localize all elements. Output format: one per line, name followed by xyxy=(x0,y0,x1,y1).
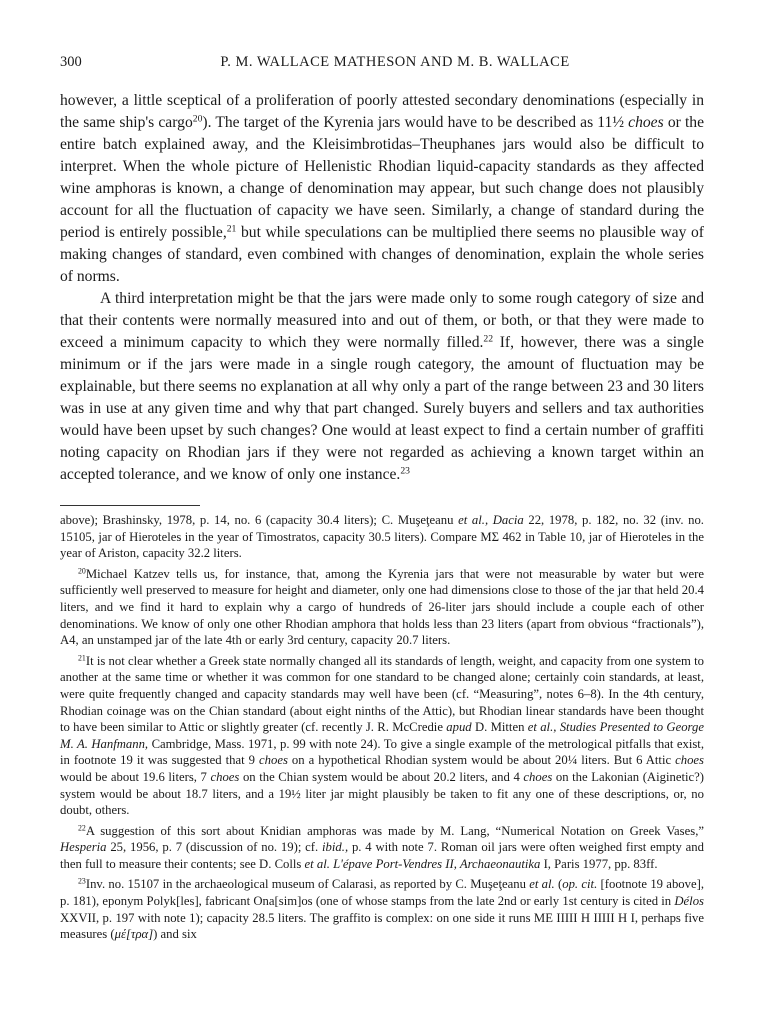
footnote-ref-20[interactable]: 20 xyxy=(192,113,203,125)
running-head: P. M. WALLACE MATHESON AND M. B. WALLACE xyxy=(220,54,570,70)
footnote-ref-22[interactable]: 22 xyxy=(483,333,494,345)
footnotes xyxy=(60,512,704,947)
footnote-21: $^{21}$It is not clear whether a Greek state normally changed all its standards of length, weight, and capacity from one system to another at the same time or whether it was common for one standard to be changed alone; certainly coin standards, at least, were quite frequently changed and capacity standards may well have been (cf. “Measuring”, notes 6–8). In the 4th century, Rhodian coinage was on the Chian standard (about eight ninths of the Attic), but Rhodian linear standards have been thought to have been similar to Attic or slightly greater (cf. recently J. R. McCredie apud D. Mitten et al., Studies Presented to George M. A. Hanfmann, Cambridge, Mass. 1971, p. 99 with note 24). To give a single example of the metrological pitfalls that exist, in footnote 19 it was suggested that 9 choes on a hypothetical Rhodian system would be about 20¼ liters. But 6 Attic choes would be about 19.6 liters, 7 choes on the Chian system would be about 20.2 liters, and 4 choes on the Lakonian (Aiginetic?) system would be about 18.7 liters, and a 19½ liter jar might plausibly be taken to fit any one of these descriptions, or, no doubt, others. xyxy=(60,653,704,818)
footnote-ref-21[interactable]: 21 xyxy=(226,223,237,235)
paragraph-1: however, a little sceptical of a proliferation of poorly attested secondary denominations (especially in the same ship's cargo$^{20}$). The target of the Kyrenia jars would have to be described as 11½ choes or the entire batch explained away, and the Kleisimbrotidas–Theuphanes jars would also be difficult to interpret. When the whole picture of Hellenistic Rhodian liquid-capacity standards as they affected wine amphoras is known, a change of denomination may appear, but such change does not plausibly account for all the fluctuation of capacity we have seen. Similarly, a change of standard during the period is entirely possible,$^{21}$ but while speculations can be multiplied there seems no plausible way of making changes of standard, even combined with changes of denomination, explain the whole series of norms. xyxy=(60,92,704,285)
footnote-number: 20 xyxy=(78,566,86,576)
main-text xyxy=(60,90,704,486)
footnote-number: 23 xyxy=(78,877,86,887)
footnote-23: $^{23}$Inv. no. 15107 in the archaeological museum of Calarasi, as reported by C. Muşeţeanu et al. (op. cit. [footnote 19 above], p. 181), eponym Polyk[les], fabricant Ona[sim]os (one of whose stamps from the late 2nd or early 1st century is cited in Délos XXVII, p. 197 with note 1); capacity 28.5 liters. The graffito is complex: on one side it runs ΜΕ ΙΙΙΙΙ Η ΙΙΙΙΙ Η Ι, perhaps five measures (μέ[τρα]) and six xyxy=(60,877,705,942)
footnote-22: $^{22}$A suggestion of this sort about Knidian amphoras was made by M. Lang, “Numerical Notation on Greek Vases,” Hesperia 25, 1956, p. 7 (discussion of no. 19); cf. ibid., p. 4 with note 7. Roman oil jars were often weighed first empty and then full to measure their contents; see D. Colls et al. L'épave Port-Vendres II, Archaeonautika I, Paris 1977, pp. 83ff. xyxy=(60,823,704,871)
page-number: 300 xyxy=(60,54,82,70)
footnote-separator xyxy=(60,505,200,506)
footnote-continued: above); Brashinsky, 1978, p. 14, no. 6 (capacity 30.4 liters); C. Muşeţeanu et al., Dacia 22, 1978, p. 182, no. 32 (inv. no. 15105, jar of Hieroteles in the year of Timostratos, capacity 30.5 liters). Compare ΜΣ 462 in Table 10, jar of Hieroteles in the year of Ariston, capacity 32.2 liters. xyxy=(60,513,704,561)
page-header xyxy=(60,54,700,74)
footnote-ref-23[interactable]: 23 xyxy=(400,465,410,477)
footnote-20: $^{20}$Michael Katzev tells us, for instance, that, among the Kyrenia jars that were not measurable by water but were sufficiently well preserved to measure for height and diameter, only one had dimensions close to those of the jar that held 20.4 liters, and we find it hard to explain why a cargo of hundreds of 26-liter jars should include a couple each of other denominations. We know of only one other Rhodian amphora that holds less than 23 liters (apart from obvious “fractionals”), A4, an unstamped jar of the late 4th or early 3rd century, capacity 20.7 liters. xyxy=(60,566,704,648)
paragraph-2: A third interpretation might be that the jars were made only to some rough category of size and that their contents were normally measured into and out of them, or both, or that they were made to exceed a minimum capacity to which they were normally filled.$^{22}$ If, however, there was a single minimum or if the jars were made in a single rough category, the amount of fluctuation may be explainable, but there seems no explanation at all why only a part of the range between 23 and 30 liters was in use at any given time and why that part changed. Surely buyers and sellers and tax authorities would have been upset by such changes? One would at least expect to find a certain number of graffiti noting capacity on Rhodian jars if they were not regarded as achieving a known target within an accepted tolerance, and we know of only one instance.$^{23}$ xyxy=(60,290,704,483)
footnote-number: 22 xyxy=(78,823,86,833)
footnote-number: 21 xyxy=(78,653,86,663)
